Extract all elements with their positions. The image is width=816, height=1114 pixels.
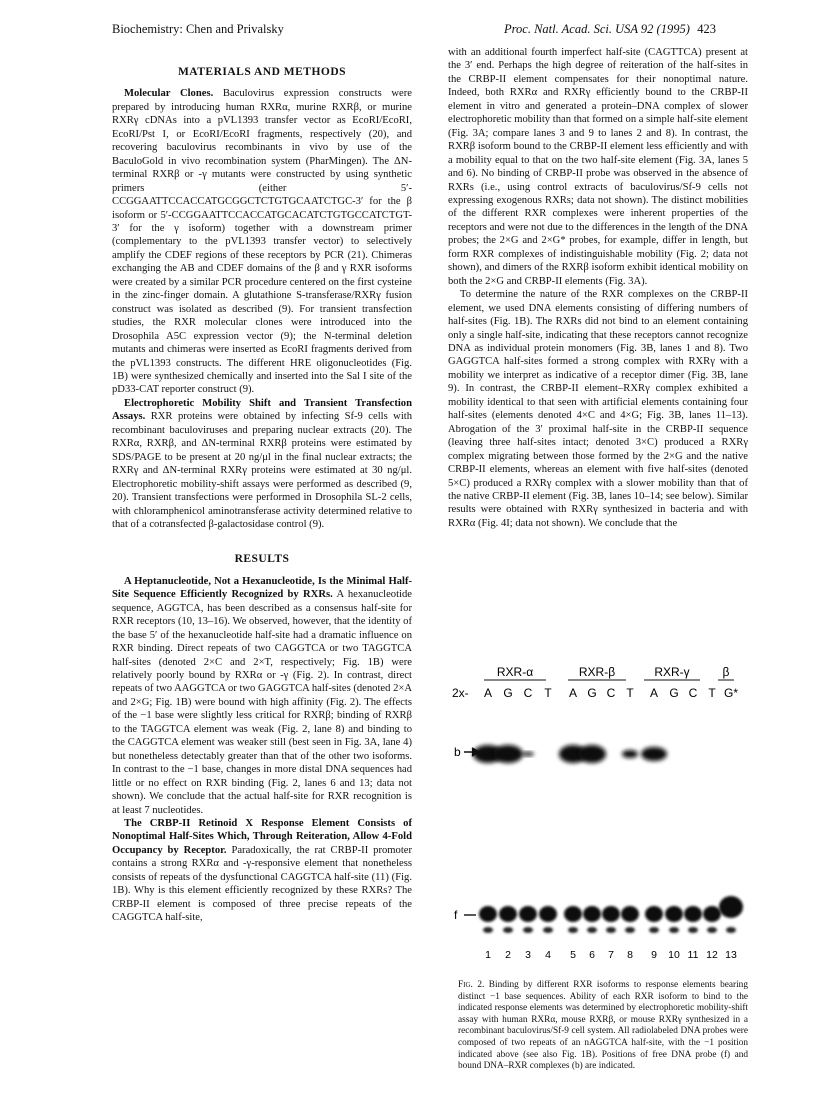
left-column [112,60,412,925]
lane-number: 4 [545,949,551,961]
free-probe-band [719,896,743,918]
results-heading: RESULTS [234,553,290,566]
heptanucleotide-paragraph [112,575,412,817]
bound-band [641,747,667,761]
lane-number: 8 [627,949,633,961]
heptanucleotide-heading: A Heptanucleotide, Not a Hexanucleotide, Is the Minimal Half-Site Sequence Efficiently Recognized by RXRs. [112,575,412,601]
free-probe-band [645,906,663,922]
right-column [448,46,748,530]
free-probe-band [703,906,721,922]
lower-band [587,927,597,933]
lane-number: 2 [505,949,511,961]
bound-band [522,752,534,756]
lane-numbers [485,949,737,961]
heptanucleotide-text: A hexanucleotide sequence, AGGTCA, has been described as a consensus half-site for RXR receptors (10, 13–16). We observed, however, that the identity of the base 5′ of the hexanucleotide half-site had a dramatic influence on RXR binding. Direct repeats of two CAGGTCA or two TAGGTCA half-sites (denoted 2×C and 2×T, respectively; Fig. 1B) were relatively poorly bound by RXRα or -γ (Fig. 2). In contrast, direct repeats of two AAGGTCA or two GAGGTCA half-sites (denoted 2×A and 2×G; Fig. 1B) were bound with high affinity (Fig. 2). The effects of the −1 base were slightly less critical for RXRβ; binding of RXRβ to the TAGGTCA element was weak (Fig. 2, lane 8) and binding to the CAGGTCA element was weaker still (best seen in Fig. 3A, lane 4) but nonetheless detectably greater than that of the other two isoforms. In contrast to the −1 base, changes in more distal DNA sequences had little or no effect on RXR binding (Fig. 2, lanes 6 and 13; data not shown). We conclude that the actual half-site for RXR recognition is at least 7 nucleotides. [112,589,412,816]
group-label-rxr-beta: RXR-β [578,665,616,679]
base-label: G* [723,686,739,700]
lane-number: 13 [725,949,737,961]
free-probe-band [621,906,639,922]
caption-label: Fig. 2. [458,980,485,990]
lower-band [568,927,578,933]
free-probe-band [665,906,683,922]
half-site-number-paragraph: To determine the nature of the RXR complexes on the CRBP-II element, we used DNA elements consisting of differing numbers of half-sites (Fig. 1B). The RXRs did not bind to an element containing only a single half-site, indicating that these receptors cannot recognize DNA as individual protein monomers (Fig. 3B, lanes 1 and 8). Two GAGGTCA half-sites formed a strong complex with RXRγ with a mobility we interpret as indicative of a receptor dimer (Fig. 3B, lane 9). In contrast, the CRBP-II element–RXRγ complex exhibited a mobility identical to that seen with artificial elements containing four half-sites (elements denoted 4×C and 4×G; Fig. 3B, lanes 11–13). Abrogation of the 3′ proximal half-site in the CRBP-II sequence (leaving three half-sites intact; denoted 3×C) produced a RXRγ complex migrating between those formed by the 2×G and the native CRBP-II elements, whereas an element with five half-sites (denoted 5×C) produced a RXRγ complex with a slower mobility than that of the native CRBP-II element (Fig. 3B, lanes 10–14; see below). Similar results were obtained with RXRγ synthesized in bacteria and with RXRα (Fig. 4I; data not shown). We conclude that the [448,289,748,529]
lane-number: 6 [589,949,595,961]
page-header [112,22,716,42]
figure-2-caption [458,980,748,1073]
emsa-heading: Electrophoretic Mobility Shift and Transient Transfection Assays. [112,397,412,423]
free-probe-band [602,906,620,922]
lower-band [726,927,736,933]
base-label: G [669,686,679,700]
free-probe-band [564,906,582,922]
lane-number: 11 [687,949,699,961]
base-label: T [708,686,716,700]
lane-number: 5 [570,949,576,961]
lane-number: 12 [706,949,718,961]
page-number: 423 [697,22,716,36]
lane-number: 3 [525,949,531,961]
base-labels [484,686,738,700]
group-label-rxr-gamma: RXR-γ [654,665,690,679]
lower-band [543,927,553,933]
base-label: G [587,686,597,700]
free-probe-band [583,906,601,922]
molecular-clones-paragraph [112,87,412,396]
running-head-journal: Proc. Natl. Acad. Sci. USA 92 (1995) [504,22,690,36]
base-label: T [544,686,552,700]
base-label: A [483,686,493,700]
free-probe-label: f [454,908,458,922]
base-label: C [688,686,698,700]
molecular-clones-text: Baculovirus expression constructs were prepared by introducing human RXRα, murine RXRβ, or murine RXRγ cDNAs into a pVL1393 transfer vector as EcoRI/EcoRI, EcoRI/Pst I, or EcoRI/EcoRI fragments, respectively (20), and recovering baculovirus recombinants in vivo by use of the BaculoGold in vivo recombination system (PharMingen). The ΔN-terminal RXRβ or -γ mutants were constructed by using synthetic primers (either 5′-CCGGAATTCCACCATGCGGCTCTGTGCAATCTGC-3′ for the β isoform or 5′-CCGGAATTCCACCATGCACATCTGTGCCATCTGT-3′ for the γ isoform) together with a downstream primer (complementary to the pVL1393 transfer vector) to selectively amplify the CDEF regions of these receptors by PCR (21). Chimeras exchanging the AB and CDEF domains of the β and γ RXR isoforms were created by a similar PCR procedure centered on the first cysteine in the zinc-finger domain. A glutathione S-transferase/RXRγ fusion construct was isolated as described (9). For transient transfection studies, the RXR molecular clones were introduced into the Drosophila A5C expression vector (9); the N-terminal deletion mutants and chimeras were inserted as EcoRI fragments derived from the pVL1393 constructs. The different HRE oligonucleotides (Fig. 1B) were synthesized chemically and inserted into the Sal I site of the pD33-CAT reporter construct (9). [112,88,412,396]
lane-number: 9 [651,949,657,961]
lane-number: 7 [608,949,614,961]
bound-band [622,750,638,758]
base-label: C [523,686,533,700]
lower-band [483,927,493,933]
crbp-ii-paragraph [112,817,412,925]
lower-band [606,927,616,933]
crbp-ii-heading: The CRBP-II Retinoid X Response Element Consists of Nonoptimal Half-Sites Which, Through Reiteration, Allow 4-Fold Occupancy by Receptor. [112,818,412,856]
running-head-authors: Biochemistry: Chen and Privalsky [112,22,284,36]
base-label: C [606,686,616,700]
molecular-clones-heading: Molecular Clones. [124,88,214,100]
crbp-ii-text: Paradoxically, the rat CRBP-II promoter contains a strong RXRα and -γ-responsive element that nonetheless consists of repeats of the dysfunctional CAGGTCA half-site (11) (Fig. 1B). Why is this element efficiently recognized by these RXRs? The CRBP-II element is composed of three precise repeats of the CAGGTCA half-site, [112,844,412,924]
base-label: G [503,686,513,700]
free-probe-band [539,906,557,922]
lower-band [503,927,513,933]
group-label-rxr-alpha: RXR-α [496,665,534,679]
lane-number: 1 [485,949,491,961]
lane-number: 10 [668,949,680,961]
base-label: A [649,686,659,700]
lower-band [625,927,635,933]
row-prefix-label: 2x- [452,686,469,700]
materials-methods-heading: MATERIALS AND METHODS [177,66,347,78]
lower-band [688,927,698,933]
gel-image [448,662,748,982]
free-probe-band [479,906,497,922]
lower-band [523,927,533,933]
lower-band [649,927,659,933]
lower-band [669,927,679,933]
emsa-paragraph [112,397,412,532]
base-label: T [626,686,634,700]
free-probe-band [499,906,517,922]
free-probe-band [519,906,537,922]
lower-band [707,927,717,933]
caption-text: Binding by different RXR isoforms to response elements bearing distinct −1 base sequences. Ability of each RXR isoform to bind to the indicated response elements was determined by electrophoretic mobility-shift assay with human RXRα, mouse RXRβ, or mouse RXRγ synthesized in a recombinant baculovirus/Sf-9 cell system. All radiolabeled DNA probes were composed of two repeats of an nAGGTCA half-site, with the −1 position indicated above (see also Fig. 1B). Positions of free DNA probe (f) and bound DNA–RXR complexes (b) are indicated. [458,980,748,1072]
bound-complex-label: b [454,745,461,759]
base-label: A [568,686,578,700]
group-label-beta: β [722,665,730,679]
crbp-ii-continued-paragraph: with an additional fourth imperfect half-site (CAGTTCA) present at the 3′ end. Perhaps the high degree of reiteration of the half-sites in the CRBP-II element compensates for their nonoptimal nature. Indeed, both RXRα and RXRγ efficiently bound to the CRBP-II element in vitro and generated a protein–DNA complex of slower electrophoretic mobility than that formed on a simple half-site element (Fig. 3A; compare lanes 3 and 9 to lanes 2 and 8). In contrast, the RXRβ isoform bound to the CRBP-II element less efficiently and with a mobility equal to that on the two half-site element (Fig. 3A, lanes 5 and 6). No binding of CRBP-II probe was observed in the absence of RXRs (i.e., using control extracts of baculovirus/Sf-9 cells not expressing exogenous RXRs; data not shown). The distinct mobilities of the different RXR complexes were inherent properties of the receptors and were not due to the differences in the length of the DNA probes; the 2×G and 2×G* probes, for example, differ in length, but form RXR complexes of indistinguishable mobility (Fig. 2; data not shown), and dimers of the RXRβ isoform exhibit identical mobility on both the 2×G and CRBP-II elements (Fig. 3A). [448,47,748,287]
bound-band [493,745,523,763]
free-probe-band [684,906,702,922]
emsa-text: RXR proteins were obtained by infecting Sf-9 cells with recombinant baculoviruses and preparing nuclear extracts (20). The RXRα, RXRβ, and ΔN-terminal RXRβ proteins were estimated by SDS/PAGE to be present at 20 ng/μl in the final nuclear extracts; the RXRγ and ΔN-terminal RXRγ proteins were estimated at 30 ng/μl. Electrophoretic mobility-shift assays were performed as described (9, 20). Transient transfections were performed in Drosophila SL-2 cells, with chloramphenicol aminotransferase activity determined relative to that of a cotransfected β-galactosidase control (9). [112,411,412,530]
bound-band [578,745,606,763]
figure-2-gel [448,662,748,1022]
